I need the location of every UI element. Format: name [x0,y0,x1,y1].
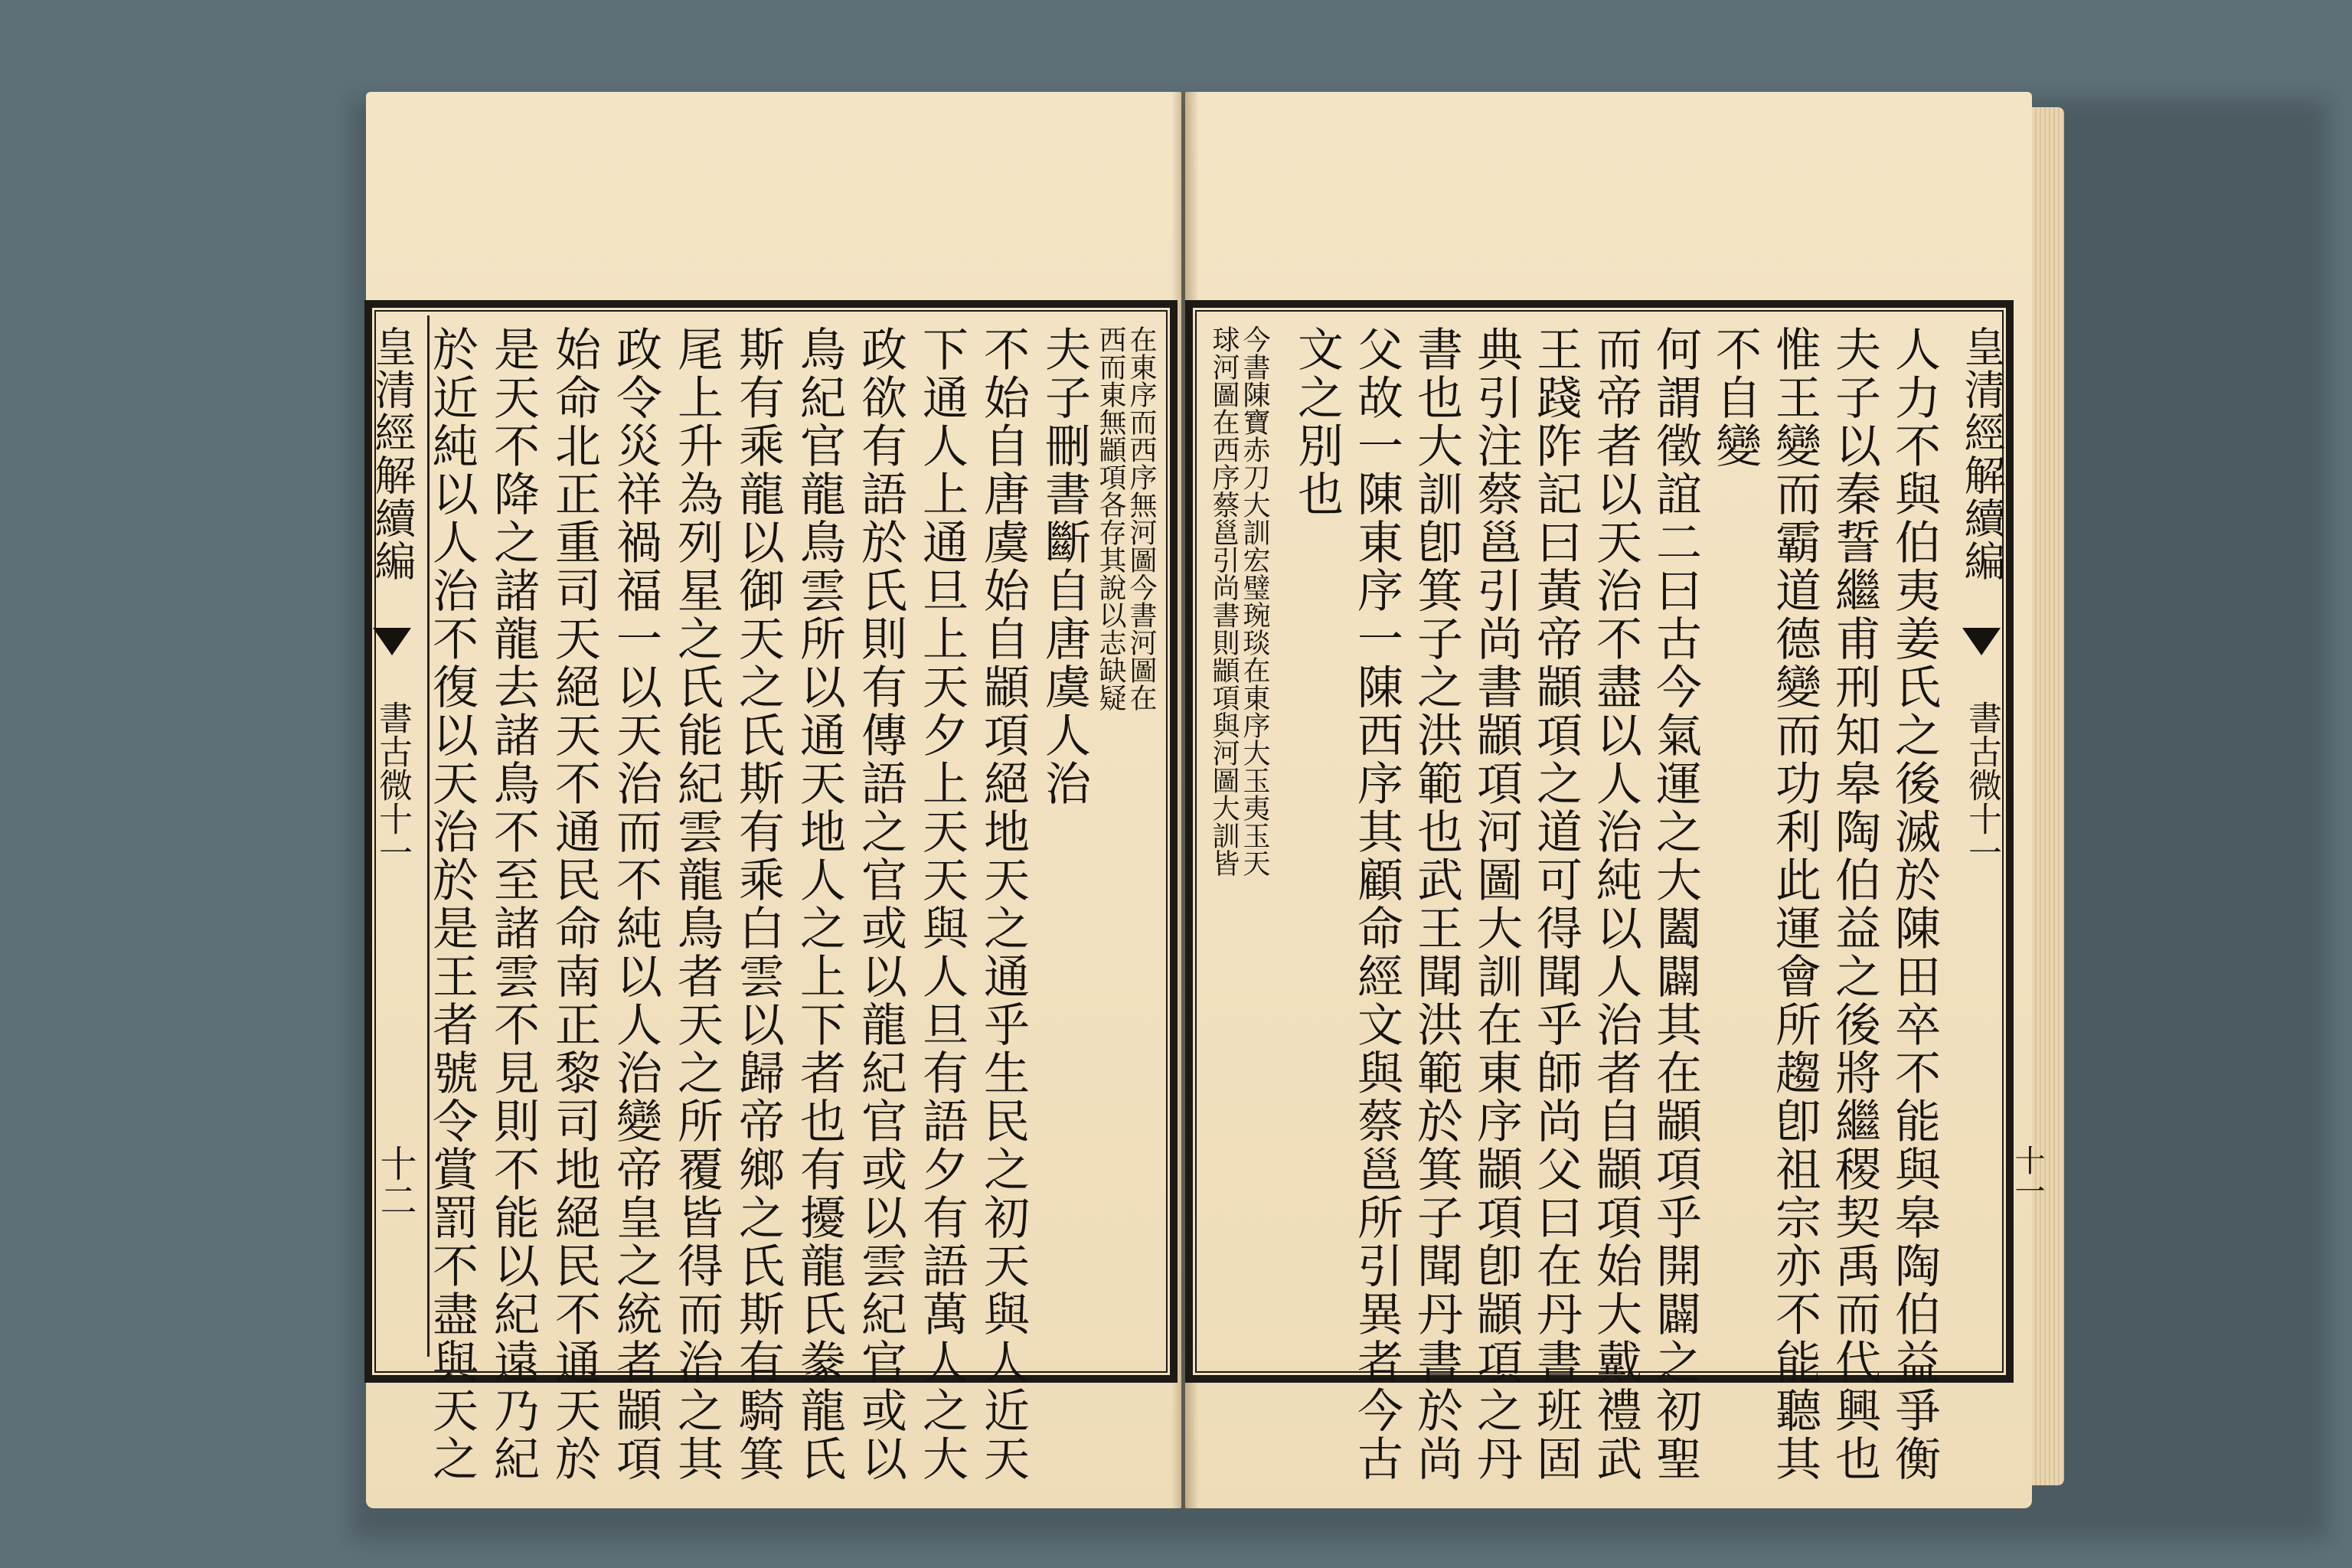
text-column: 惟王變而霸道德變而功利此運會所趨卽祖宗亦不能聽其 [1768,325,1821,1483]
left-banxin [369,325,415,869]
commentary-line: 在東序而西序無河圖今書河圖在 [1125,325,1157,711]
text-column: 鳥紀官龍鳥雲所以通天地人之上下者也有擾龍氏豢龍氏 [792,325,846,1483]
left-page-number: 十二 [374,1145,416,1218]
left-commentary [1096,325,1155,1351]
right-banxin [1958,325,2004,869]
text-column: 書也大訓卽箕子之洪範也武王聞洪範於箕子聞丹書於尚 [1410,325,1463,1483]
text-column: 不始自唐虞始自顓項絕地天之通乎生民之初天與人近天 [976,325,1030,1483]
left-banxin-title: 皇清經解續編 [368,325,416,583]
text-column: 是天不降之諸龍去諸鳥不至諸雲不見則不能以紀遠乃紀 [486,325,540,1483]
left-banxin-section: 書古微十一 [373,701,412,869]
text-column: 夫子以秦誓繼甫刑知皋陶伯益之後將繼稷契禹而代興也 [1828,325,1881,1483]
fishtail-icon [1962,628,2001,655]
text-column: 王踐阼記曰黃帝顓項之道可得聞乎師尚父曰在丹書班固 [1529,325,1583,1483]
text-column: 尾上升為列星之氏能紀雲龍鳥者天之所覆皆得而治之其 [670,325,724,1483]
text-column: 於近純以人治不復以天治於是王者號令賞罰不盡與天之 [425,325,479,1483]
text-column: 夫子刪書斷自唐虞人治 [1037,325,1091,808]
commentary-line: 今書陳寶赤刀大訓宏璧琬琰在東序大玉夷玉天 [1239,325,1270,877]
right-page-number: 十一 [2010,1145,2045,1206]
right-commentary [1210,325,1268,1351]
text-column: 政令災祥禍福一以天治而不純以人治變帝皇之統者顓項 [609,325,662,1483]
text-column: 人力不與伯夷姜氏之後滅於陳田卒不能與皋陶伯益爭衡 [1887,325,1941,1483]
text-column: 何謂徵誼二曰古今氣運之大闔闢其在顓項乎開闢之初聖 [1648,325,1702,1483]
text-column: 始命北正重司天絕天不通民命南正黎司地絕民不通天於 [547,325,601,1483]
text-column: 父故一陳東序一陳西序其顧命經文與蔡邕所引異者今古 [1350,325,1403,1483]
commentary-line: 球河圖在西序蔡邕引尚書則顓項與河圖大訓皆 [1208,325,1240,877]
text-column: 文之別也 [1290,325,1344,518]
page-edges [2032,107,2064,1485]
text-column: 下通人上通旦上天夕上天天與人旦有語夕有語萬人之大 [915,325,969,1483]
text-column: 斯有乘龍以御天之氏斯有乘白雲以歸帝鄉之氏斯有騎箕 [731,325,785,1483]
text-column: 政欲有語於氏則有傳語之官或以龍紀官或以雲紀官或以 [854,325,907,1483]
right-banxin-title: 皇清經解續編 [1958,325,2006,583]
right-banxin-section: 書古微十一 [1962,701,2001,869]
text-column: 而帝者以天治不盡以人治純以人治者自顓項始大戴禮武 [1589,325,1642,1483]
text-column: 典引注蔡邕引尚書顓項河圖大訓在東序顓項卽顓項之丹 [1469,325,1523,1483]
fishtail-icon [373,628,411,655]
text-column: 不自變 [1708,325,1762,470]
commentary-line: 西而東無顓項各存其說以志缺疑 [1095,325,1126,711]
